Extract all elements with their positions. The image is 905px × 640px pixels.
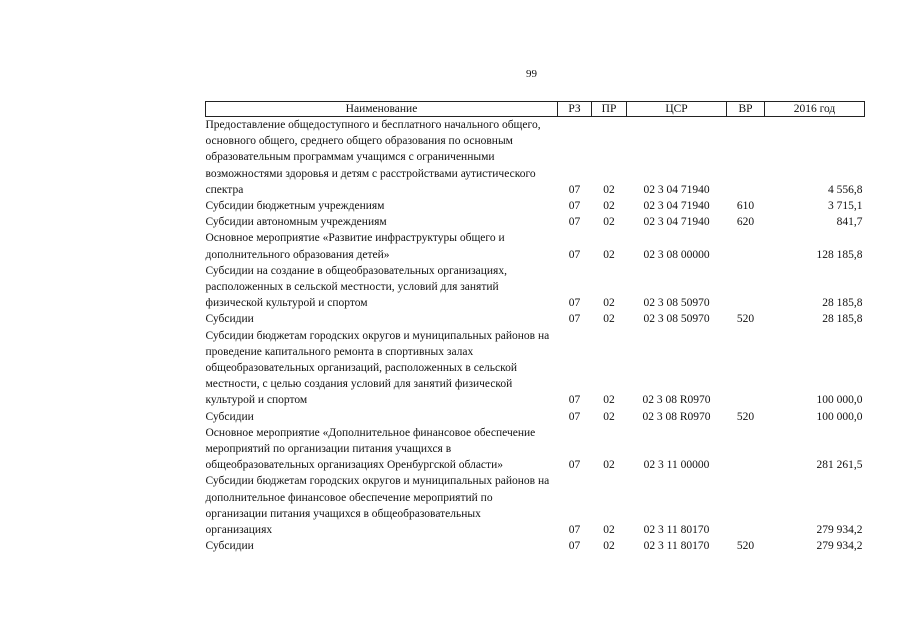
row-csr: 02 3 04 71940	[643, 216, 710, 229]
row-name: Субсидии автономным учреждениям	[205, 216, 387, 229]
table-row	[206, 409, 865, 425]
table-header-row	[206, 102, 865, 117]
row-amount: 279 934,2	[816, 524, 863, 537]
row-amount: 841,7	[836, 216, 863, 229]
row-rz: 07	[568, 540, 581, 553]
row-pr: 02	[603, 524, 615, 537]
row-rz: 07	[568, 200, 581, 213]
row-vr: 520	[736, 410, 755, 423]
row-vr	[727, 263, 765, 312]
row-amount: 279 934,2	[816, 540, 863, 553]
table-row	[206, 328, 865, 409]
row-csr: 02 3 08 00000	[643, 248, 710, 261]
row-pr: 02	[603, 394, 615, 407]
row-amount: 4 556,8	[828, 183, 863, 196]
header-vr: ВР	[727, 102, 765, 117]
row-pr: 02	[603, 313, 615, 326]
row-amount: 100 000,0	[816, 394, 863, 407]
row-rz: 07	[568, 394, 581, 407]
row-csr: 02 3 11 00000	[643, 459, 710, 472]
row-amount: 3 715,1	[828, 200, 863, 213]
header-rz: РЗ	[558, 102, 592, 117]
row-amount: 281 261,5	[816, 459, 863, 472]
row-csr: 02 3 11 80170	[643, 524, 710, 537]
row-name: Субсидии бюджетным учреждениям	[205, 200, 385, 213]
table-row	[206, 425, 865, 474]
row-vr	[727, 328, 765, 409]
row-name: Субсидии	[205, 410, 254, 423]
row-rz: 07	[568, 248, 581, 261]
row-name: Предоставление общедоступного и бесплатного начального общего, основного общего, среднего общего образования по основным образовательным программам учащимся с ограниченными возможностями здоровья и детям с расстройствами аутистического спектра	[205, 119, 541, 196]
row-rz: 07	[568, 313, 581, 326]
row-pr: 02	[603, 410, 615, 423]
row-csr: 02 3 04 71940	[643, 183, 710, 196]
row-vr: 520	[736, 313, 755, 326]
row-amount: 128 185,8	[816, 248, 863, 261]
row-csr: 02 3 11 80170	[643, 540, 710, 553]
table-row	[206, 230, 865, 262]
row-vr: 520	[736, 540, 755, 553]
row-rz: 07	[568, 410, 581, 423]
header-csr: ЦСР	[627, 102, 727, 117]
row-rz: 07	[568, 524, 581, 537]
row-vr	[727, 473, 765, 538]
row-name: Субсидии	[205, 313, 254, 326]
row-csr: 02 3 08 50970	[643, 313, 710, 326]
budget-table	[205, 101, 865, 554]
row-name: Основное мероприятие «Развитие инфраструктуры общего и дополнительного образования детей»	[205, 232, 505, 261]
row-pr: 02	[603, 459, 615, 472]
row-csr: 02 3 08 50970	[643, 297, 710, 310]
row-pr: 02	[603, 297, 615, 310]
row-name: Субсидии бюджетам городских округов и муниципальных районов на проведение капитального ремонта в спортивных залах общеобразовательных организаций, расположенных в сельской местности, с целью создания условий для занятий физической культурой и спортом	[205, 329, 550, 407]
table-row	[206, 214, 865, 230]
row-name: Субсидии на создание в общеобразовательных организациях, расположенных в сельской местности, условий для занятий физической культурой и спортом	[205, 264, 507, 310]
table-body	[206, 117, 865, 555]
row-vr: 610	[736, 200, 755, 213]
row-name: Субсидии бюджетам городских округов и муниципальных районов на дополнительное финансовое обеспечение мероприятий по организации питания учащихся в общеобразовательных организациях	[205, 475, 550, 537]
row-vr	[727, 425, 765, 474]
row-name: Субсидии	[205, 540, 254, 553]
row-pr: 02	[603, 200, 615, 213]
row-amount: 28 185,8	[822, 313, 863, 326]
table-row	[206, 198, 865, 214]
row-rz: 07	[568, 297, 581, 310]
row-pr: 02	[603, 248, 615, 261]
row-vr	[727, 230, 765, 262]
table-row	[206, 311, 865, 327]
row-vr: 620	[736, 216, 755, 229]
row-name: Основное мероприятие «Дополнительное финансовое обеспечение мероприятий по организации питания учащихся в общеобразовательных организациях Оренбургской области»	[205, 426, 536, 472]
budget-table-container	[205, 101, 864, 554]
page-number: 99	[526, 68, 537, 80]
row-rz: 07	[568, 183, 581, 196]
row-pr: 02	[603, 183, 615, 196]
table-row	[206, 538, 865, 554]
row-csr: 02 3 08 R0970	[642, 410, 711, 423]
row-rz: 07	[568, 459, 581, 472]
table-row	[206, 473, 865, 538]
header-name: Наименование	[206, 102, 558, 117]
row-pr: 02	[603, 540, 615, 553]
row-csr: 02 3 04 71940	[643, 200, 710, 213]
row-rz: 07	[568, 216, 581, 229]
row-csr: 02 3 08 R0970	[642, 394, 711, 407]
row-vr	[727, 117, 765, 199]
header-pr: ПР	[592, 102, 627, 117]
table-row	[206, 117, 865, 199]
row-amount: 100 000,0	[816, 410, 863, 423]
row-amount: 28 185,8	[822, 297, 863, 310]
table-row	[206, 263, 865, 312]
header-year: 2016 год	[765, 102, 865, 117]
row-pr: 02	[603, 216, 615, 229]
